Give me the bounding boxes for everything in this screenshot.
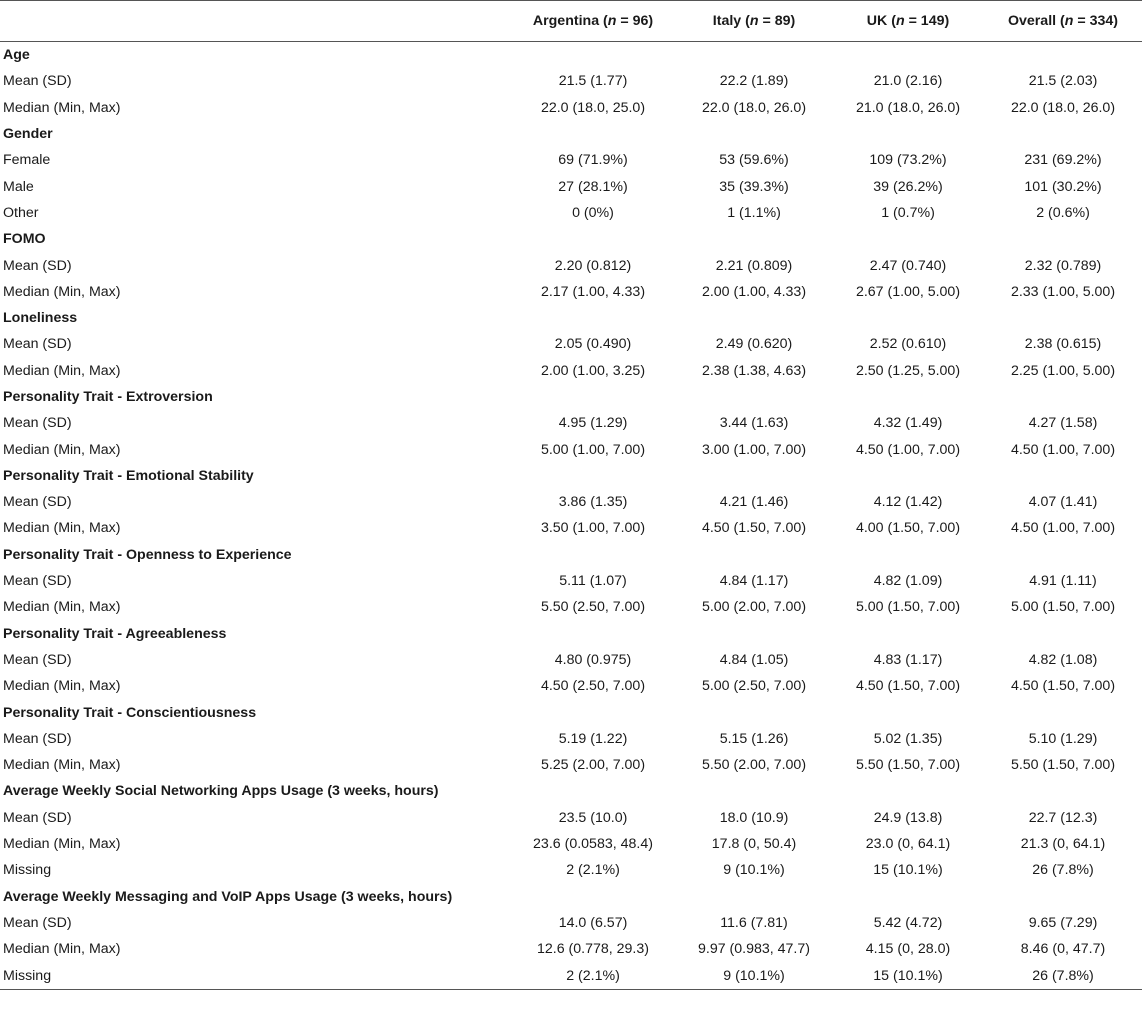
cell-italy: 2.38 (1.38, 4.63): [701, 362, 807, 379]
row-label: Mean (SD): [3, 494, 72, 511]
cell-uk: 1 (0.7%): [881, 204, 935, 221]
table-row: [0, 358, 1142, 384]
row-label: Mean (SD): [3, 336, 72, 353]
table-row: [0, 252, 1142, 278]
row-label: Median (Min, Max): [3, 941, 121, 958]
cell-argentina: 3.50 (1.00, 7.00): [540, 520, 646, 537]
cell-italy: 5.00 (2.00, 7.00): [701, 599, 807, 616]
header-country: UK: [866, 13, 888, 29]
row-label: Mean (SD): [3, 257, 72, 274]
cell-italy: 4.84 (1.17): [719, 573, 789, 590]
section-header-row: [0, 121, 1142, 147]
cell-uk: 109 (73.2%): [869, 152, 947, 169]
cell-uk: 2.52 (0.610): [869, 336, 947, 353]
table-row: [0, 147, 1142, 173]
table-row: [0, 173, 1142, 199]
cell-italy: 5.15 (1.26): [719, 730, 789, 747]
header-country: Argentina: [532, 13, 600, 29]
section-title: Average Weekly Messaging and VoIP Apps Usage (3 weeks, hours): [3, 888, 453, 905]
cell-overall: 231 (69.2%): [1024, 152, 1102, 169]
cell-argentina: 27 (28.1%): [558, 178, 628, 195]
cell-uk: 4.15 (0, 28.0): [865, 941, 951, 958]
cell-overall: 21.3 (0, 64.1): [1020, 836, 1106, 853]
row-label: Median (Min, Max): [3, 678, 121, 695]
cell-italy: 9 (10.1%): [676, 962, 832, 989]
header-n-label: n: [895, 13, 905, 29]
table-row: [0, 910, 1142, 936]
header-n-label: n: [749, 13, 759, 29]
cell-overall: 5.50 (1.50, 7.00): [1010, 757, 1116, 774]
row-label: Other: [3, 204, 39, 221]
row-label: Median (Min, Max): [3, 520, 121, 537]
cell-overall: 2.32 (0.789): [1024, 257, 1102, 274]
cell-argentina: 4.80 (0.975): [554, 651, 632, 668]
cell-argentina: 23.6 (0.0583, 48.4): [533, 836, 653, 853]
cell-overall: 4.07 (1.41): [1028, 494, 1098, 511]
cell-uk: 21.0 (18.0, 26.0): [855, 99, 961, 116]
section-header-row: [0, 463, 1142, 489]
cell-overall: 4.82 (1.08): [1028, 651, 1098, 668]
cell-uk: 2.50 (1.25, 5.00): [855, 362, 961, 379]
cell-uk: 39 (26.2%): [873, 178, 943, 195]
cell-argentina: 12.6 (0.778, 29.3): [536, 941, 649, 958]
section-header-row: [0, 542, 1142, 568]
table-row: [0, 568, 1142, 594]
row-label: Male: [3, 178, 34, 195]
section-header-row: [0, 778, 1142, 804]
header-n-value: = 89): [762, 13, 796, 29]
cell-overall: 4.27 (1.58): [1028, 415, 1098, 432]
header-country: Italy: [712, 13, 742, 29]
cell-uk: 15 (10.1%): [832, 962, 984, 989]
cell-argentina: 2.00 (1.00, 3.25): [540, 362, 646, 379]
row-label: Median (Min, Max): [3, 757, 121, 774]
cell-overall: 4.50 (1.00, 7.00): [1010, 520, 1116, 537]
cell-uk: 4.50 (1.50, 7.00): [855, 678, 961, 695]
cell-uk: 5.02 (1.35): [873, 730, 943, 747]
cell-overall: 4.50 (1.00, 7.00): [1010, 441, 1116, 458]
cell-argentina: 4.50 (2.50, 7.00): [540, 678, 646, 695]
table-row: [0, 489, 1142, 515]
cell-uk: 4.50 (1.00, 7.00): [855, 441, 961, 458]
cell-uk: 2.47 (0.740): [869, 257, 947, 274]
cell-italy: 22.0 (18.0, 26.0): [701, 99, 807, 116]
row-label: Female: [3, 152, 51, 169]
cell-italy: 3.00 (1.00, 7.00): [701, 441, 807, 458]
cell-uk: 15 (10.1%): [873, 862, 943, 879]
cell-uk: 5.00 (1.50, 7.00): [855, 599, 961, 616]
cell-overall: 5.10 (1.29): [1028, 730, 1098, 747]
section-title: Age: [3, 47, 30, 64]
section-header-row: [0, 305, 1142, 331]
header-n-label: n: [607, 13, 617, 29]
table-row: [0, 515, 1142, 541]
cell-argentina: 5.00 (1.00, 7.00): [540, 441, 646, 458]
row-label: Median (Min, Max): [3, 362, 121, 379]
cell-overall: 4.50 (1.50, 7.00): [1010, 678, 1116, 695]
cell-overall: 101 (30.2%): [1024, 178, 1102, 195]
cell-argentina: 14.0 (6.57): [558, 914, 628, 931]
cell-italy: 18.0 (10.9): [719, 809, 789, 826]
cell-argentina: 5.11 (1.07): [559, 573, 627, 590]
header-n-label: n: [1064, 13, 1074, 29]
cell-argentina: 2.05 (0.490): [554, 336, 632, 353]
header-blank-cell: [0, 1, 510, 42]
table-row: [0, 68, 1142, 94]
cell-uk: 5.50 (1.50, 7.00): [855, 757, 961, 774]
cell-overall: 2.38 (0.615): [1024, 336, 1102, 353]
cell-argentina: 0 (0%): [572, 204, 614, 221]
cell-italy: 17.8 (0, 50.4): [711, 836, 797, 853]
row-label: Median (Min, Max): [3, 99, 121, 116]
table-row: [0, 936, 1142, 962]
cell-overall: 8.46 (0, 47.7): [1020, 941, 1106, 958]
cell-uk: 4.12 (1.42): [873, 494, 943, 511]
row-label: Median (Min, Max): [3, 441, 121, 458]
table-row: [0, 331, 1142, 357]
cell-argentina: 21.5 (1.77): [558, 73, 628, 90]
cell-italy: 9.97 (0.983, 47.7): [697, 941, 810, 958]
cell-uk: 5.42 (4.72): [873, 914, 943, 931]
row-label: Mean (SD): [3, 415, 72, 432]
cell-italy: 5.50 (2.00, 7.00): [701, 757, 807, 774]
cell-uk: 4.82 (1.09): [873, 573, 943, 590]
table-row: [0, 410, 1142, 436]
cell-italy: 4.50 (1.50, 7.00): [701, 520, 807, 537]
cell-argentina: 2.20 (0.812): [554, 257, 632, 274]
cell-argentina: 2.17 (1.00, 4.33): [540, 283, 646, 300]
section-title: Loneliness: [3, 310, 78, 327]
table-row: [0, 647, 1142, 673]
cell-argentina: 5.50 (2.50, 7.00): [540, 599, 646, 616]
cell-overall: 26 (7.8%): [984, 962, 1142, 989]
table-row: [0, 857, 1142, 883]
row-label: Missing: [0, 962, 510, 989]
cell-overall: 2.25 (1.00, 5.00): [1010, 362, 1116, 379]
cell-overall: 4.91 (1.11): [1029, 573, 1097, 590]
row-label: Mean (SD): [3, 809, 72, 826]
header-n-value: = 334): [1077, 13, 1119, 29]
section-title: Personality Trait - Conscientiousness: [3, 704, 257, 721]
section-title: Gender: [3, 126, 53, 143]
table-row: [0, 279, 1142, 305]
cell-italy: 2.21 (0.809): [715, 257, 793, 274]
cell-uk: 4.32 (1.49): [873, 415, 943, 432]
table-row: [0, 752, 1142, 778]
cell-italy: 9 (10.1%): [723, 862, 785, 879]
header-n-value: = 96): [620, 13, 654, 29]
row-label: Missing: [3, 862, 52, 879]
section-title: FOMO: [3, 231, 46, 248]
row-label: Median (Min, Max): [3, 836, 121, 853]
row-label: Mean (SD): [3, 73, 72, 90]
section-title: Personality Trait - Emotional Stability: [3, 467, 254, 484]
row-label: Median (Min, Max): [3, 283, 121, 300]
header-row: [0, 1, 1142, 42]
cell-italy: 4.84 (1.05): [719, 651, 789, 668]
cell-argentina: 3.86 (1.35): [558, 494, 628, 511]
cell-overall: 22.7 (12.3): [1028, 809, 1098, 826]
header-argentina: Argentina (n = 96): [510, 1, 676, 42]
section-header-row: [0, 884, 1142, 910]
table-row: [0, 673, 1142, 699]
section-header-row: [0, 699, 1142, 725]
cell-argentina: 2 (2.1%): [566, 862, 620, 879]
row-label: Mean (SD): [3, 730, 72, 747]
cell-uk: 2.67 (1.00, 5.00): [855, 283, 961, 300]
cell-italy: 53 (59.6%): [719, 152, 789, 169]
header-overall: Overall (n = 334): [984, 1, 1142, 42]
cell-overall: 2 (0.6%): [1036, 204, 1090, 221]
table-row: [0, 594, 1142, 620]
header-country: Overall: [1007, 13, 1057, 29]
cell-overall: 26 (7.8%): [1032, 862, 1094, 879]
cell-overall: 2.33 (1.00, 5.00): [1010, 283, 1116, 300]
cell-italy: 2.00 (1.00, 4.33): [701, 283, 807, 300]
section-title: Personality Trait - Agreeableness: [3, 625, 227, 642]
cell-argentina: 23.5 (10.0): [558, 809, 628, 826]
cell-argentina: 22.0 (18.0, 25.0): [540, 99, 646, 116]
cell-italy: 2.49 (0.620): [715, 336, 793, 353]
cell-italy: 4.21 (1.46): [719, 494, 789, 511]
cell-overall: 22.0 (18.0, 26.0): [1010, 99, 1116, 116]
cell-italy: 11.6 (7.81): [720, 914, 788, 931]
table-row: [0, 805, 1142, 831]
section-title: Personality Trait - Extroversion: [3, 389, 213, 405]
cell-uk: 23.0 (0, 64.1): [865, 836, 951, 853]
section-title: Personality Trait - Openness to Experience: [3, 546, 292, 563]
table-body: [0, 42, 1142, 990]
cell-uk: 21.0 (2.16): [873, 73, 943, 90]
header-italy: Italy (n = 89): [676, 1, 832, 42]
row-label: Median (Min, Max): [3, 599, 121, 616]
cell-italy: 3.44 (1.63): [719, 415, 789, 432]
cell-overall: 21.5 (2.03): [1028, 73, 1098, 90]
section-header-row: [0, 621, 1142, 647]
row-label: Mean (SD): [3, 914, 72, 931]
cell-italy: 5.00 (2.50, 7.00): [701, 678, 807, 695]
cell-argentina: 69 (71.9%): [558, 152, 628, 169]
cell-uk: 4.00 (1.50, 7.00): [855, 520, 961, 537]
table-row: [0, 95, 1142, 121]
cell-italy: 1 (1.1%): [727, 204, 781, 221]
cell-overall: 9.65 (7.29): [1028, 914, 1098, 931]
cell-italy: 35 (39.3%): [719, 178, 789, 195]
table-row: [0, 962, 1142, 989]
cell-overall: 5.00 (1.50, 7.00): [1010, 599, 1116, 616]
cell-argentina: 4.95 (1.29): [558, 415, 628, 432]
cell-uk: 24.9 (13.8): [873, 809, 943, 826]
cell-uk: 4.83 (1.17): [873, 651, 943, 668]
table-row: [0, 436, 1142, 462]
table-row: [0, 726, 1142, 752]
cell-argentina: 2 (2.1%): [510, 962, 676, 989]
section-header-row: [0, 384, 1142, 410]
cell-argentina: 5.25 (2.00, 7.00): [540, 757, 646, 774]
section-header-row: [0, 226, 1142, 252]
row-label: Mean (SD): [3, 573, 72, 590]
section-header-row: [0, 42, 1142, 69]
header-n-value: = 149): [908, 13, 950, 29]
table-row: [0, 200, 1142, 226]
row-label: Mean (SD): [3, 651, 72, 668]
table-row: [0, 831, 1142, 857]
header-uk: UK (n = 149): [832, 1, 984, 42]
cell-argentina: 5.19 (1.22): [558, 730, 628, 747]
section-title: Average Weekly Social Networking Apps Usage (3 weeks, hours): [3, 783, 439, 800]
cell-italy: 22.2 (1.89): [719, 73, 789, 90]
